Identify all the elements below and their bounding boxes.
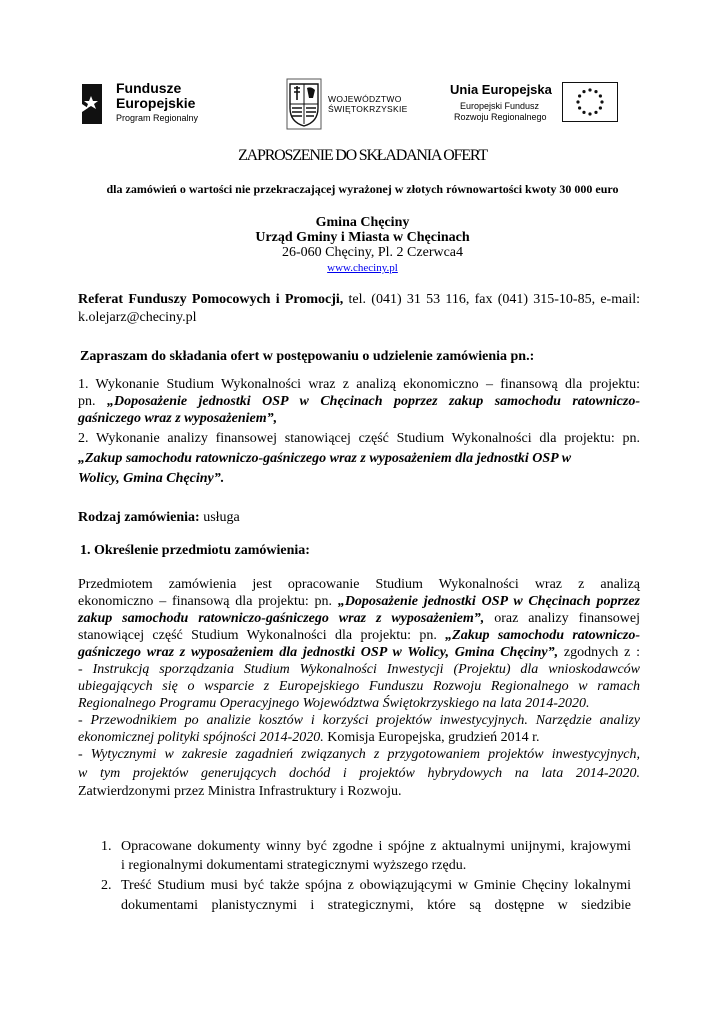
fundusze-europejskie-logo [78, 80, 218, 128]
p1-line2-project: „Doposażenie jednostki OSP w Chęcinach poprzez [337, 594, 641, 609]
eu-star [578, 106, 581, 109]
p1-line3 [78, 610, 640, 627]
document-subtitle: dla zamówień o wartości nie przekraczającej wyrażonej w złotych równowartości kwoty 30 000 euro [106, 182, 619, 196]
numbered-item-1-line2: i regionalnymi dokumentami strategicznymi wyższego rzędu. [121, 858, 467, 873]
p1-line11: - Wytycznymi w zakresie zagadnień związanych z przygotowaniem projektów inwestycyjnych, [78, 747, 640, 762]
p1-line4 [78, 627, 640, 644]
org-website-wrap [0, 261, 725, 275]
p1-line4-project: „Zakup samochodu ratowniczo- [445, 628, 640, 643]
p1-line10-italic: ekonomicznej polityki spójności 2014-2020. [78, 730, 324, 745]
eu-star [588, 88, 591, 91]
numbered-item-2 [0, 877, 725, 917]
eu-logo [450, 82, 646, 130]
item1-line3: gaśniczego wraz z wyposażeniem”, [78, 411, 278, 426]
p1-line10 [78, 729, 640, 746]
numbered-item-1 [0, 838, 725, 874]
p1-line3-plain: oraz analizy finansowej [484, 611, 640, 626]
region-line1: WOJEWÓDZTWO [328, 94, 402, 104]
eu-star [582, 111, 585, 114]
eu-star [594, 111, 597, 114]
eu-star [578, 94, 581, 97]
contact-line [78, 291, 640, 308]
invitation-heading: Zapraszam do składania ofert w postępowaniu o udzielenie zamówienia pn.: [80, 349, 535, 364]
fe-line1: Fundusze [116, 80, 182, 96]
org-name-1: Gmina Chęciny [315, 215, 410, 230]
document-title: ZAPROSZENIE DO SKŁADANIA OFERT [238, 147, 487, 164]
order-type [78, 509, 640, 526]
p1-line2 [78, 593, 640, 610]
org-website-link[interactable]: www.checiny.pl [327, 262, 398, 274]
numbered-item-2-line2: dokumentami planistycznymi i strategicznymi, które są dostępne w siedzibie [121, 898, 631, 913]
p1-line12: w tym projektów generujących dochód i projektów hybrydowych na lata 2014-2020. [78, 766, 640, 781]
fe-line2: Europejskie [116, 95, 196, 111]
p1-line3-project: zakup samochodu ratowniczo-gaśniczego wraz z wyposażeniem”, [78, 611, 485, 626]
eu-star [599, 106, 602, 109]
order-type-label: Rodzaj zamówienia: [78, 510, 200, 525]
p1-line13: Zatwierdzonymi przez Ministra Infrastruktury i Rozwoju. [78, 784, 402, 799]
item2-line2: „Zakup samochodu ratowniczo-gaśniczego wraz z wyposażeniem dla jednostki OSP w [78, 451, 572, 466]
region-line2: ŚWIĘTOKRZYSKIE [328, 104, 408, 114]
contact-department: Referat Funduszy Pomocowych i Promocji, [78, 292, 344, 307]
p1-line5 [78, 644, 640, 661]
eu-line1: Unia Europejska [450, 82, 552, 97]
org-address: 26-060 Chęciny, Pl. 2 Czerwca4 [281, 245, 464, 260]
eu-line3: Rozwoju Regionalnego [454, 112, 547, 122]
region-logo [286, 78, 426, 130]
contact-phones: tel. (041) 31 53 116, fax (041) 315-10-85, e-mail: [343, 292, 640, 307]
numbered-item-1-num: 1. [101, 839, 112, 854]
numbered-item-2-line1: Treść Studium musi być także spójna z obowiązującymi w Gminie Chęciny lokalnymi [121, 878, 631, 893]
item1-line1: 1. Wykonanie Studium Wykonalności wraz z analizą ekonomiczno – finansową dla projektu: [78, 377, 640, 392]
eu-star [576, 100, 579, 103]
contact-email: k.olejarz@checiny.pl [78, 310, 197, 325]
item1-prefix: pn. [78, 394, 107, 409]
p1-line1: Przedmiotem zamówienia jest opracowanie Studium Wykonalności wraz z analizą [78, 577, 640, 592]
p1-line9: - Przewodnikiem po analizie kosztów i korzyści projektów inwestycyjnych. Narzędzie analizy [78, 713, 640, 728]
org-name-2: Urząd Gminy i Miasta w Chęcinach [255, 230, 470, 245]
p1-line2-plain: ekonomiczno – finansową dla projektu: pn. [78, 594, 338, 609]
p1-line4-plain: stanowiącej część Studium Wykonalności dla projektu: pn. [78, 628, 446, 643]
fe-star-icon [78, 82, 104, 126]
order-type-value: usługa [199, 510, 240, 525]
item1-project-name: „Doposażenie jednostki OSP w Chęcinach poprzez zakup samochodu ratowniczo- [106, 394, 640, 409]
section-1-heading: 1. Określenie przedmiotu zamówienia: [80, 543, 310, 558]
item2-line1: 2. Wykonanie analizy finansowej stanowiącej część Studium Wykonalności dla projektu: pn. [78, 431, 640, 446]
p1-line7: ubiegających się o wsparcie z Europejskiego Funduszu Rozwoju Regionalnego w ramach [78, 679, 640, 694]
eu-star [599, 94, 602, 97]
eu-flag-icon [562, 82, 618, 122]
eu-line2: Europejski Fundusz [460, 101, 540, 111]
coat-of-arms-icon [286, 78, 322, 130]
p1-line5-project: gaśniczego wraz z wyposażeniem dla jednostki OSP w Wolicy, Gmina Chęciny”, [78, 645, 559, 660]
eu-star [582, 90, 585, 93]
eu-star [600, 100, 603, 103]
p1-line8: Regionalnego Programu Operacyjnego Województwa Świętokrzyskiego na lata 2014-2020. [78, 696, 590, 711]
eu-star [594, 90, 597, 93]
p1-line6: - Instrukcją sporządzania Studium Wykonalności Inwestycji (Projektu) dla wnioskodawców [78, 662, 640, 677]
item2-line3: Wolicy, Gmina Chęciny”. [78, 471, 225, 486]
numbered-item-1-line1: Opracowane dokumenty winny być zgodne i spójne z aktualnymi unijnymi, krajowymi [121, 839, 631, 854]
eu-star [588, 112, 591, 115]
item1-line2 [78, 393, 640, 410]
numbered-item-2-num: 2. [101, 878, 112, 893]
fe-line3: Program Regionalny [116, 113, 199, 123]
p1-line5-plain: zgodnych z : [558, 645, 641, 660]
p1-line10-plain: Komisja Europejska, grudzień 2014 r. [323, 730, 540, 745]
